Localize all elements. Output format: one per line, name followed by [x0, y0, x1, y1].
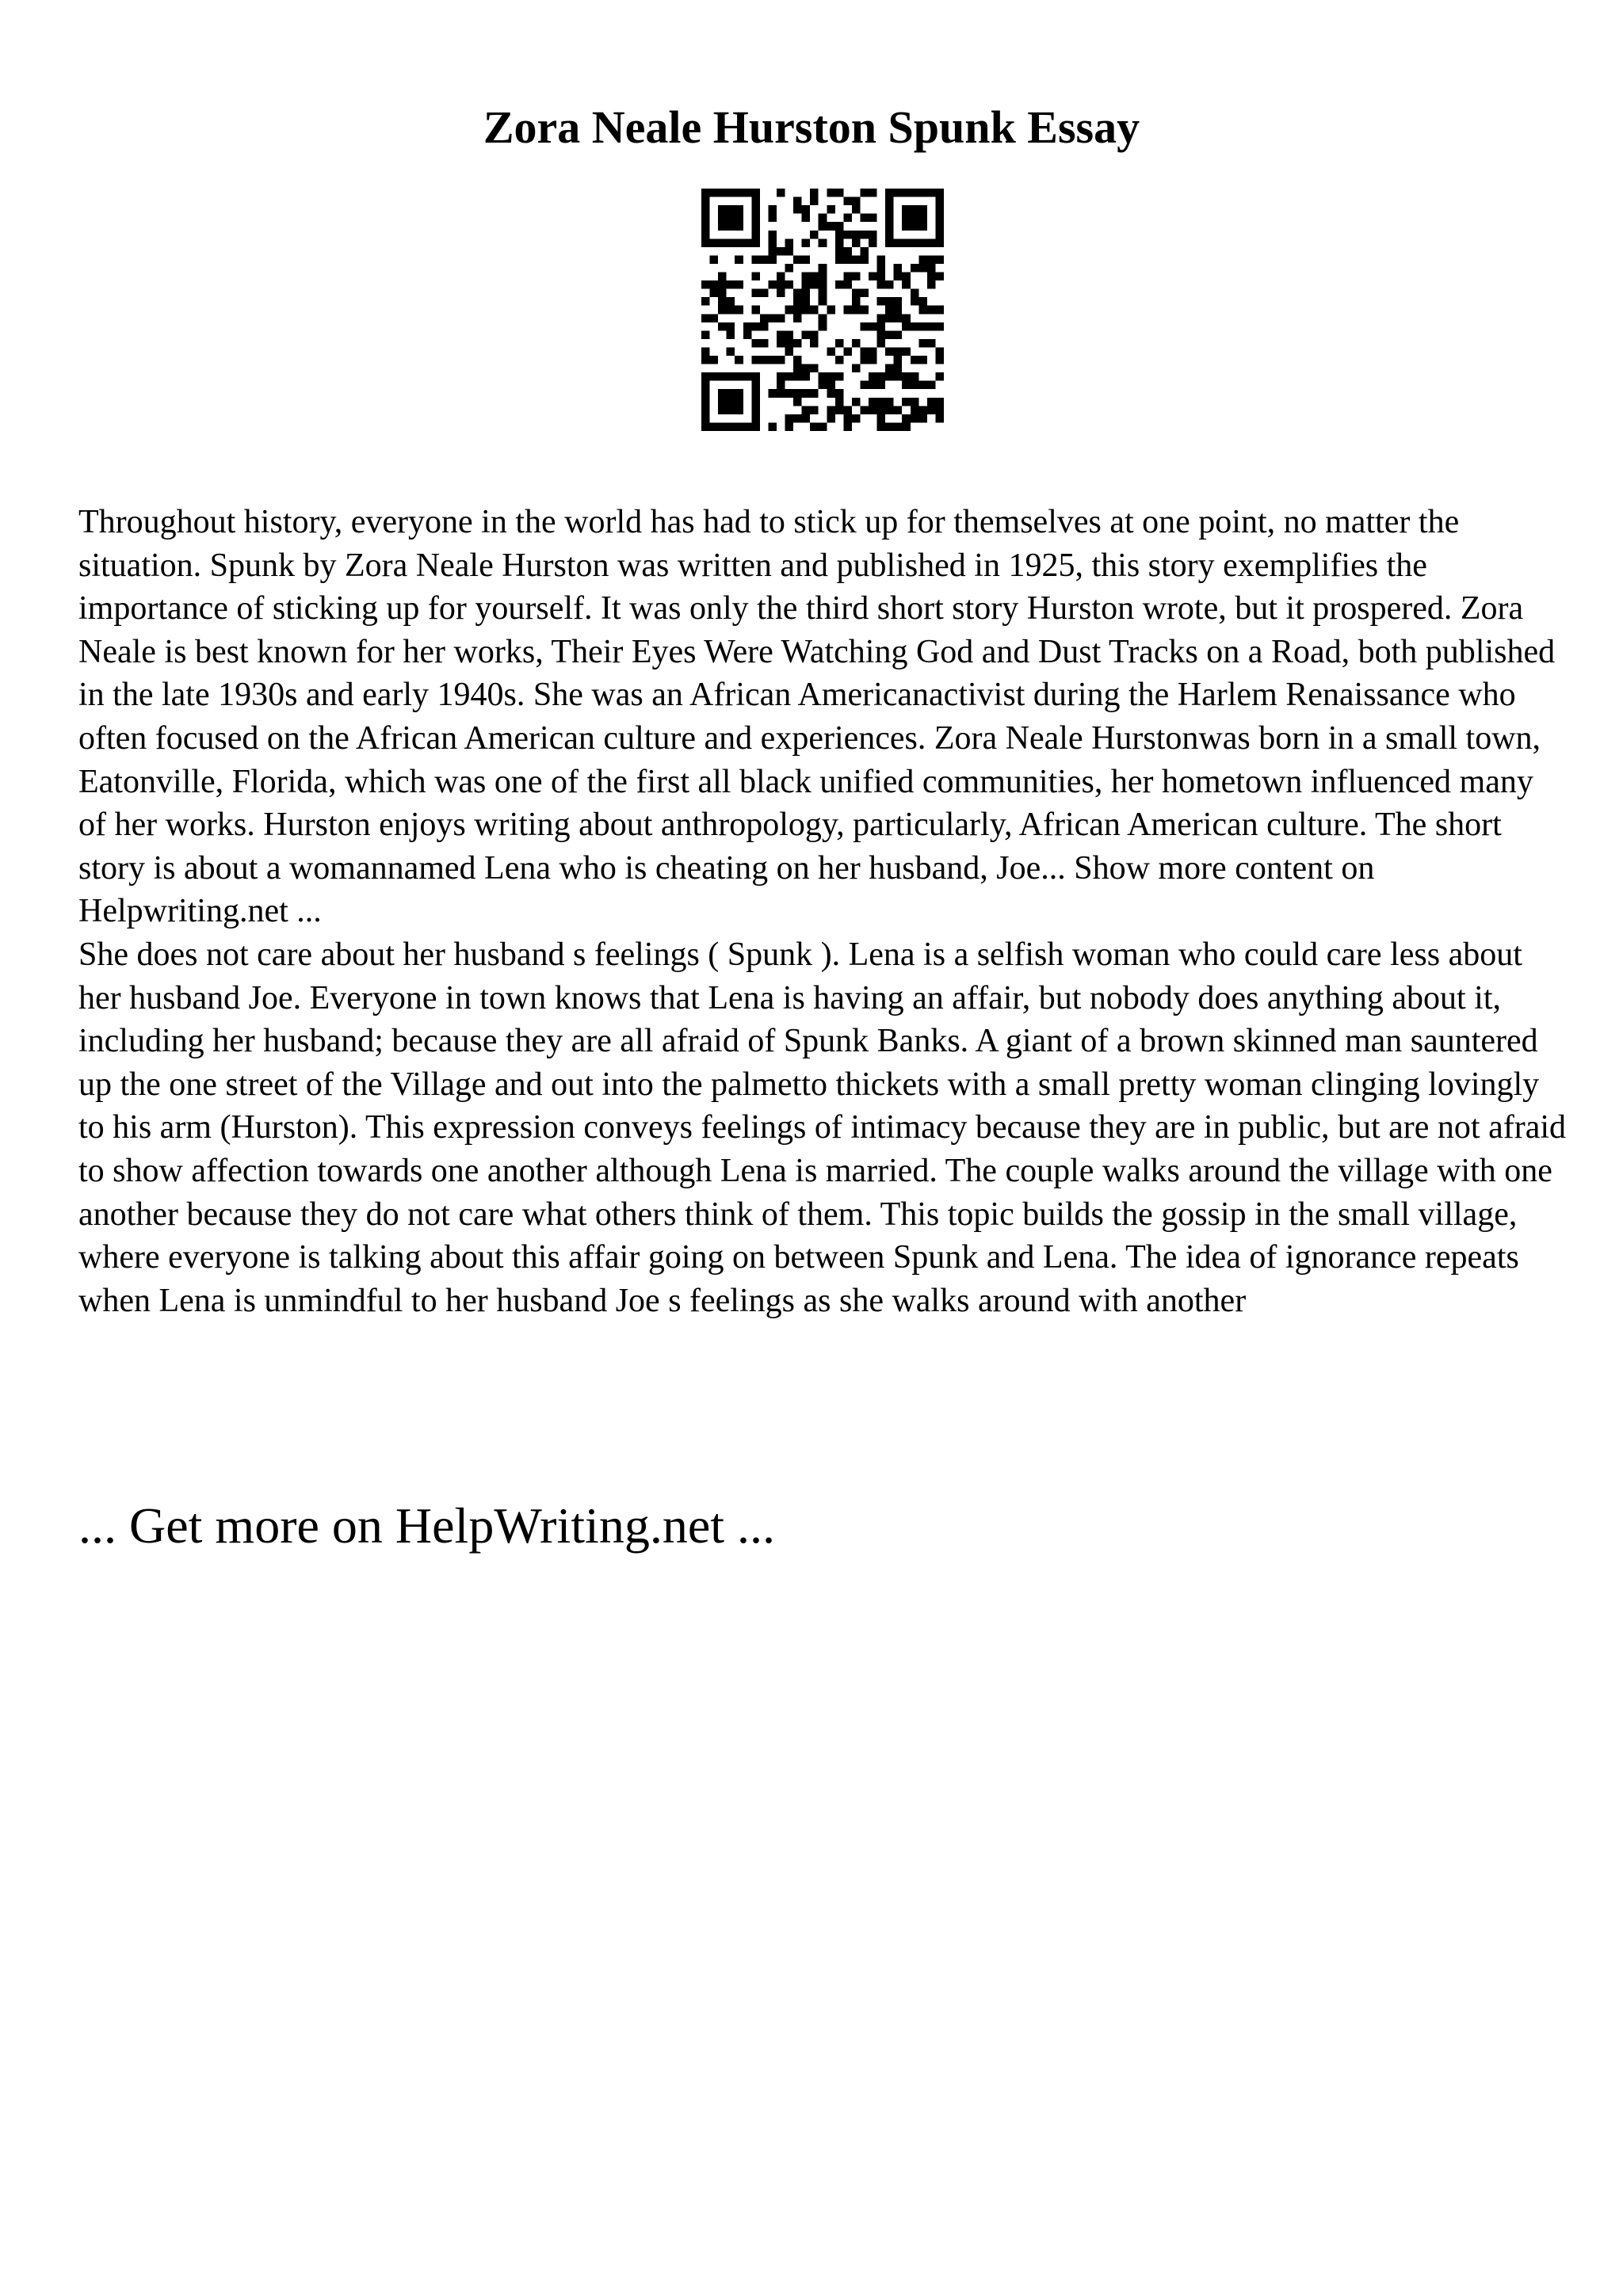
qr-code-icon [701, 189, 944, 431]
get-more-link[interactable]: ... Get more on HelpWriting.net ... [78, 1497, 775, 1554]
document-title: Zora Neale Hurston Spunk Essay [483, 101, 1140, 153]
essay-body [78, 501, 1568, 1322]
essay-paragraph-1: Throughout history, everyone in the world has had to stick up for themselves at one point, no matter the situation. Spunk by Zora Neale Hurston was written and published in 1925, this story exemplifies the importance of sticking up for yourself. It was only the third short story Hurston wrote, but it prospered. Zora Neale is best known for her works, Their Eyes Were Watching God and Dust Tracks on a Road, both published in the late 1930s and early 1940s. She was an African Americanactivist during the Harlem Renaissance who often focused on the African American culture and experiences. Zora Neale Hurstonwas born in a small town, Eatonville, Florida, which was one of the first all black unified communities, her hometown influenced many of her works. Hurston enjoys writing about anthropology, particularly, African American culture. The short story is about a womannamed Lena who is cheating on her husband, Joe... Show more content on Helpwriting.net ... [78, 504, 1556, 930]
essay-paragraph-2: She does not care about her husband s feelings ( Spunk ). Lena is a selfish woman who could care less about her husband Joe. Everyone in town knows that Lena is having an affair, but nobody does anything about it, including her husband; because they are all afraid of Spunk Banks. A giant of a brown skinned man sauntered up the one street of the Village and out into the palmetto thickets with a small pretty woman clinging lovingly to his arm (Hurston). This expression conveys feelings of intimacy because they are in public, but are not afraid to show affection towards one another although Lena is married. The couple walks around the village with one another because they do not care what others think of them. This topic builds the gossip in the small village, where everyone is talking about this affair going on between Spunk and Lena. The idea of ignorance repeats when Lena is unmindful to her husband Joe s feelings as she walks around with another [78, 936, 1567, 1319]
